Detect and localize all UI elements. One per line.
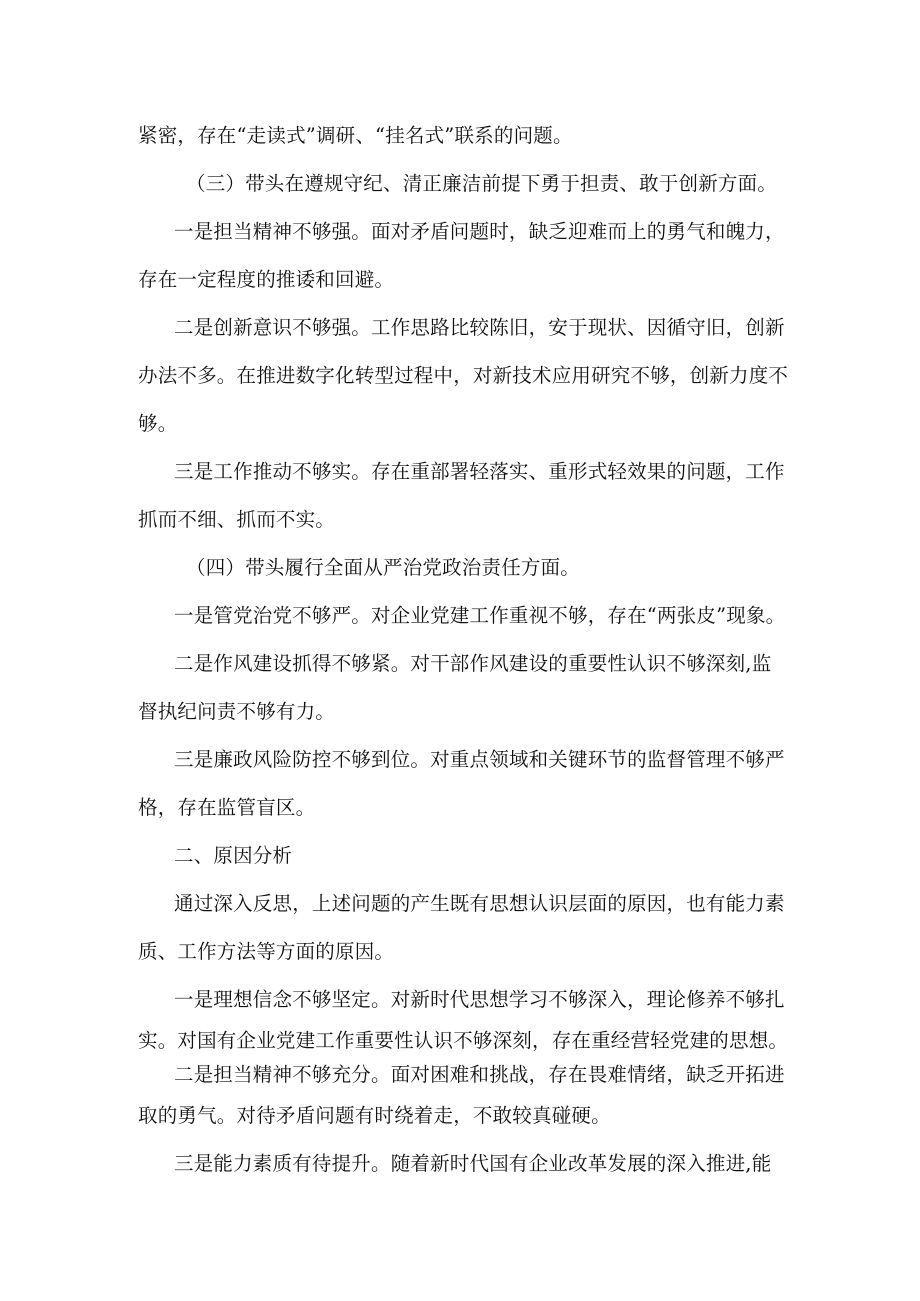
paragraph-line: 够。 [138,412,178,435]
paragraph-line: 二是创新意识不够强。工作思路比较陈旧，安于现状、因循守旧，创新 [174,316,785,339]
paragraph-line: 一是管党治党不够严。对企业党建工作重视不够，存在“两张皮”现象。 [174,604,786,627]
paragraph-line: 一是担当精神不够强。面对矛盾问题时，缺乏迎难而上的勇气和魄力， [174,220,785,243]
paragraph-line: 质、工作方法等方面的原因。 [138,940,395,963]
text-line: 紧密，存在“走读式”调研、“挂名式”联系的问题。 [138,124,573,147]
paragraph-line: 通过深入反思，上述问题的产生既有思想认识层面的原因，也有能力素 [174,892,785,915]
paragraph-line: 三是能力素质有待提升。随着新时代国有企业改革发展的深入推进,能 [174,1152,772,1175]
paragraph-line: 三是廉政风险防控不够到位。对重点领域和关键环节的监督管理不够严 [174,748,785,771]
paragraph-line: 存在一定程度的推诿和回避。 [138,268,395,291]
section-heading: （四）带头履行全面从严治党政治责任方面。 [186,556,581,579]
document-body [138,112,798,1188]
paragraph-line: 实。对国有企业党建工作重要性认识不够深刻，存在重经营轻党建的思想。 [138,1029,789,1052]
section-heading: 二、原因分析 [174,844,293,867]
paragraph-line: 督执纪问责不够有力。 [138,700,336,723]
paragraph-line: 二是担当精神不够充分。面对困难和挑战，存在畏难情绪，缺乏开拓进 [174,1063,785,1086]
paragraph-line: 办法不多。在推进数字化转型过程中，对新技术应用研究不够，创新力度不 [138,364,789,387]
paragraph-line: 格，存在监管盲区。 [138,796,316,819]
paragraph-line: 抓而不细、抓而不实。 [138,508,336,531]
paragraph-line: 二是作风建设抓得不够紧。对干部作风建设的重要性认识不够深刻,监 [174,652,772,675]
paragraph-line: 三是工作推动不够实。存在重部署轻落实、重形式轻效果的问题，工作 [174,460,785,483]
paragraph-line: 取的勇气。对待矛盾问题有时绕着走，不敢较真碰硬。 [138,1104,611,1127]
paragraph-line: 一是理想信念不够坚定。对新时代思想学习不够深入，理论修养不够扎 [174,988,785,1011]
section-heading: （三）带头在遵规守纪、清正廉洁前提下勇于担责、敢于创新方面。 [186,172,778,195]
